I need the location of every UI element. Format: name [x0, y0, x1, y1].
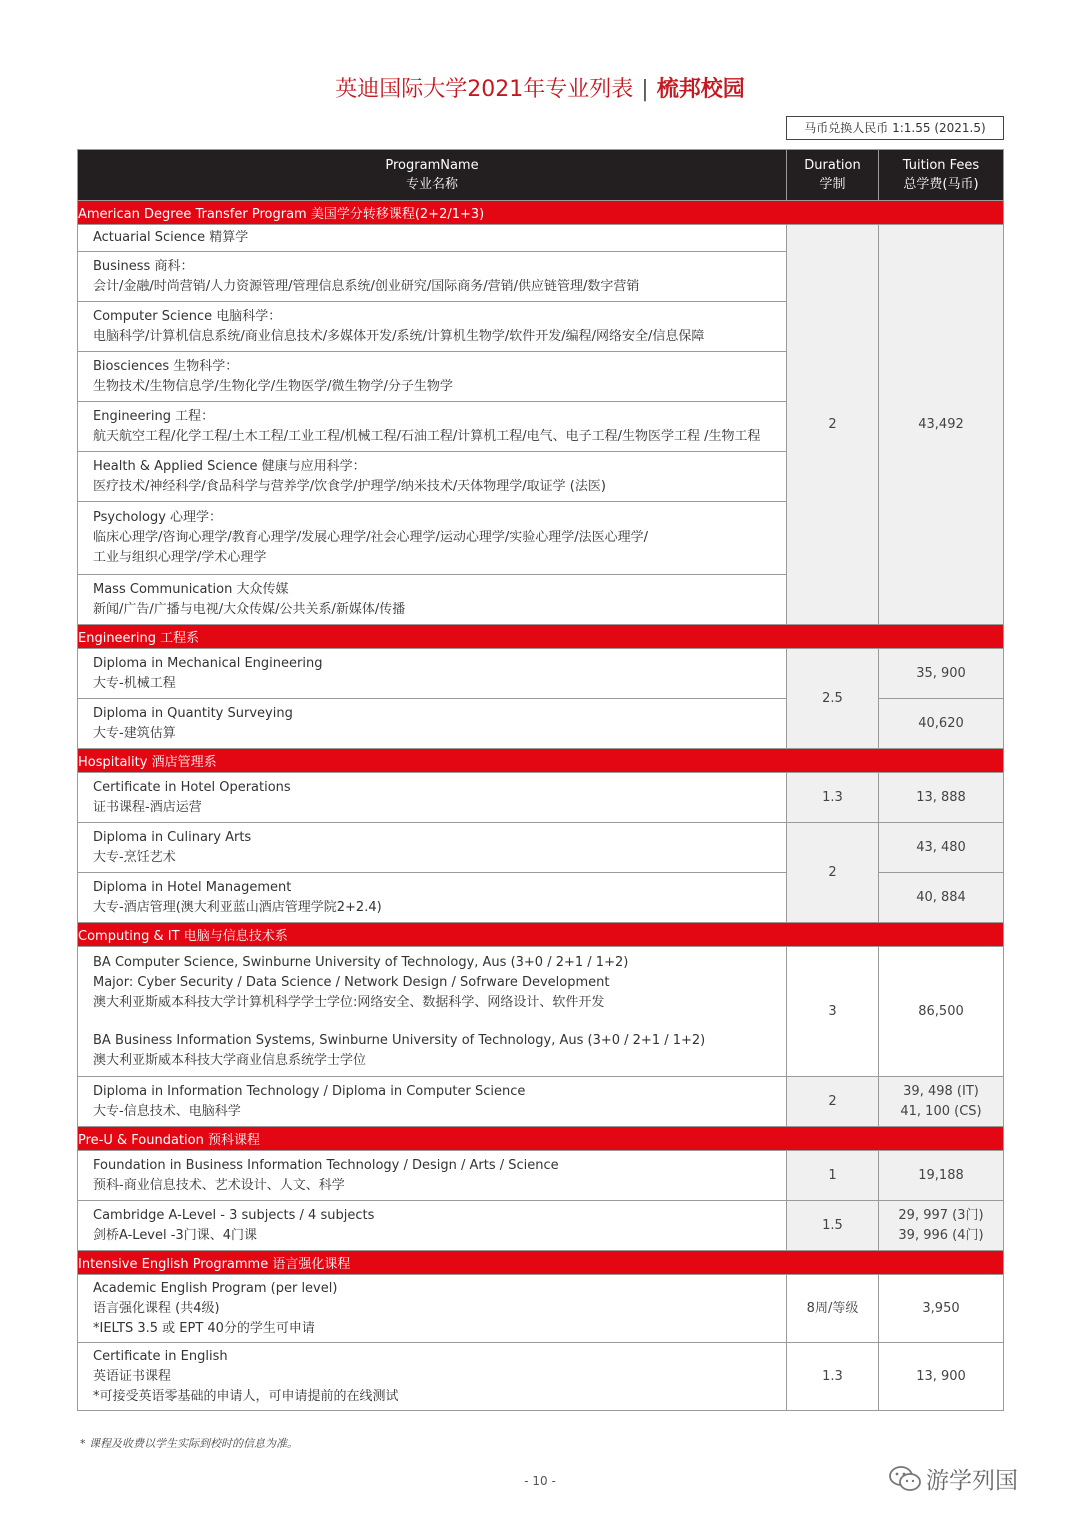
fee-cell: 40,620: [879, 699, 1004, 749]
table-row: [78, 947, 1004, 1077]
duration-cell: 1.5: [787, 1201, 879, 1251]
program-cell: Cambridge A-Level - 3 subjects / 4 subjects 剑桥A-Level -3门课、4门课: [78, 1201, 787, 1251]
table-row: [78, 1151, 1004, 1201]
table-row: [78, 1201, 1004, 1251]
page-number: - 10 -: [524, 1474, 556, 1488]
program-cell: Computer Science 电脑科学： 电脑科学/计算机信息系统/商业信息技术/多媒体开发/系统/计算机生物学/软件开发/编程/网络安全/信息保障: [78, 302, 787, 352]
table-row: [78, 649, 1004, 699]
program-table: [77, 149, 1004, 1411]
section-header-hospitality: Hospitality 酒店管理系: [78, 749, 1004, 773]
table-row: [78, 823, 1004, 873]
fee-cell: 13, 888: [879, 773, 1004, 823]
fee-cell: 43, 480: [879, 823, 1004, 873]
program-cell: Engineering 工程： 航天航空工程/化学工程/土木工程/工业工程/机械工程/石油工程/计算机工程/电气、电子工程/生物医学工程 /生物工程: [78, 402, 787, 452]
program-cell: Business 商科： 会计/金融/时尚营销/人力资源管理/管理信息系统/创业研究/国际商务/营销/供应链管理/数字营销: [78, 252, 787, 302]
program-cell: Diploma in Information Technology / Diploma in Computer Science 大专-信息技术、电脑科学: [78, 1077, 787, 1127]
duration-cell: 2.5: [787, 649, 879, 749]
campus-name: 梳邦校园: [656, 77, 745, 102]
table-row: [78, 773, 1004, 823]
section-header-preu: Pre-U & Foundation 预科课程: [78, 1127, 1004, 1151]
fees-column-header: Tuition Fees 总学费(马币): [879, 150, 1004, 201]
duration-cell: 2: [787, 225, 879, 625]
duration-cell: 1: [787, 1151, 879, 1201]
duration-cell: 1.3: [787, 773, 879, 823]
table-row: [78, 225, 1004, 252]
page-title: [0, 72, 1080, 103]
table-row: [78, 1343, 1004, 1411]
program-cell: Actuarial Science 精算学: [78, 225, 787, 252]
table-row: [78, 1275, 1004, 1343]
exchange-rate-note: 马币兑换人民币 1:1.55 (2021.5): [786, 116, 1004, 140]
program-cell: Psychology 心理学： 临床心理学/咨询心理学/教育心理学/发展心理学/社会心理学/运动心理学/实验心理学/法医心理学/ 工业与组织心理学/学术心理学: [78, 502, 787, 575]
program-cell: Diploma in Quantity Surveying 大专-建筑估算: [78, 699, 787, 749]
section-header-engineering: Engineering 工程系: [78, 625, 1004, 649]
fee-cell: 19,188: [879, 1151, 1004, 1201]
program-cell: Certificate in Hotel Operations 证书课程-酒店运营: [78, 773, 787, 823]
footnote: * 课程及收费以学生实际到校时的信息为准。: [80, 1437, 298, 1450]
program-cell: Academic English Program (per level) 语言强化课程 (共4级) *IELTS 3.5 或 EPT 40分的学生可申请: [78, 1275, 787, 1343]
watermark-text: 游学列国: [926, 1468, 1018, 1494]
duration-column-header: Duration 学制: [787, 150, 879, 201]
fee-cell: 29, 997 (3门) 39, 996 (4门): [879, 1201, 1004, 1251]
program-cell: Foundation in Business Information Technology / Design / Arts / Science 预科-商业信息技术、艺术设计、人文、科学: [78, 1151, 787, 1201]
program-cell: Certificate in English 英语证书课程 *可接受英语零基础的申请人，可申请提前的在线测试: [78, 1343, 787, 1411]
program-cell: BA Computer Science, Swinburne University of Technology, Aus (3+0 / 2+1 / 1+2) Major: Cyber Security / Data Science / Network Design / Sofrware Development 澳大利亚斯威本科技大学计算机科学学士学位:网络安全、数据科学、网络设计、软件开发 BA Business Information Systems, Swinburne University of Technology, Aus (3+0 / 2+1 / 1+2) 澳大利亚斯威本科技大学商业信息系统学士学位: [78, 947, 787, 1077]
program-cell: Diploma in Hotel Management 大专-酒店管理(澳大利亚蓝山酒店管理学院2+2.4): [78, 873, 787, 923]
section-header-english: Intensive English Programme 语言强化课程: [78, 1251, 1004, 1275]
title-separator: |: [641, 77, 649, 102]
program-cell: Health & Applied Science 健康与应用科学： 医疗技术/神经科学/食品科学与营养学/饮食学/护理学/纳米技术/天体物理学/取证学 (法医): [78, 452, 787, 502]
watermark: [888, 1462, 1018, 1499]
section-header-computing: Computing & IT 电脑与信息技术系: [78, 923, 1004, 947]
program-cell: Biosciences 生物科学： 生物技术/生物信息学/生物化学/生物医学/微生物学/分子生物学: [78, 352, 787, 402]
fee-cell: 40, 884: [879, 873, 1004, 923]
duration-cell: 2: [787, 1077, 879, 1127]
fee-cell: 13, 900: [879, 1343, 1004, 1411]
program-column-header: ProgramName 专业名称: [78, 150, 787, 201]
title-text: 英迪国际大学2021年专业列表: [335, 77, 634, 102]
table-row: [78, 1077, 1004, 1127]
duration-cell: 3: [787, 947, 879, 1077]
section-header-adtp: American Degree Transfer Program 美国学分转移课程(2+2/1+3): [78, 201, 1004, 225]
program-cell: Diploma in Mechanical Engineering 大专-机械工程: [78, 649, 787, 699]
wechat-icon: [888, 1465, 922, 1499]
fee-cell: 39, 498 (IT) 41, 100 (CS): [879, 1077, 1004, 1127]
program-cell: Mass Communication 大众传媒 新闻/广告/广播与电视/大众传媒/公共关系/新媒体/传播: [78, 575, 787, 625]
fee-cell: 43,492: [879, 225, 1004, 625]
program-cell: Diploma in Culinary Arts 大专-烹饪艺术: [78, 823, 787, 873]
fee-cell: 3,950: [879, 1275, 1004, 1343]
fee-cell: 35, 900: [879, 649, 1004, 699]
duration-cell: 1.3: [787, 1343, 879, 1411]
fee-cell: 86,500: [879, 947, 1004, 1077]
duration-cell: 8周/等级: [787, 1275, 879, 1343]
table-header-row: [78, 150, 1004, 201]
duration-cell: 2: [787, 823, 879, 923]
